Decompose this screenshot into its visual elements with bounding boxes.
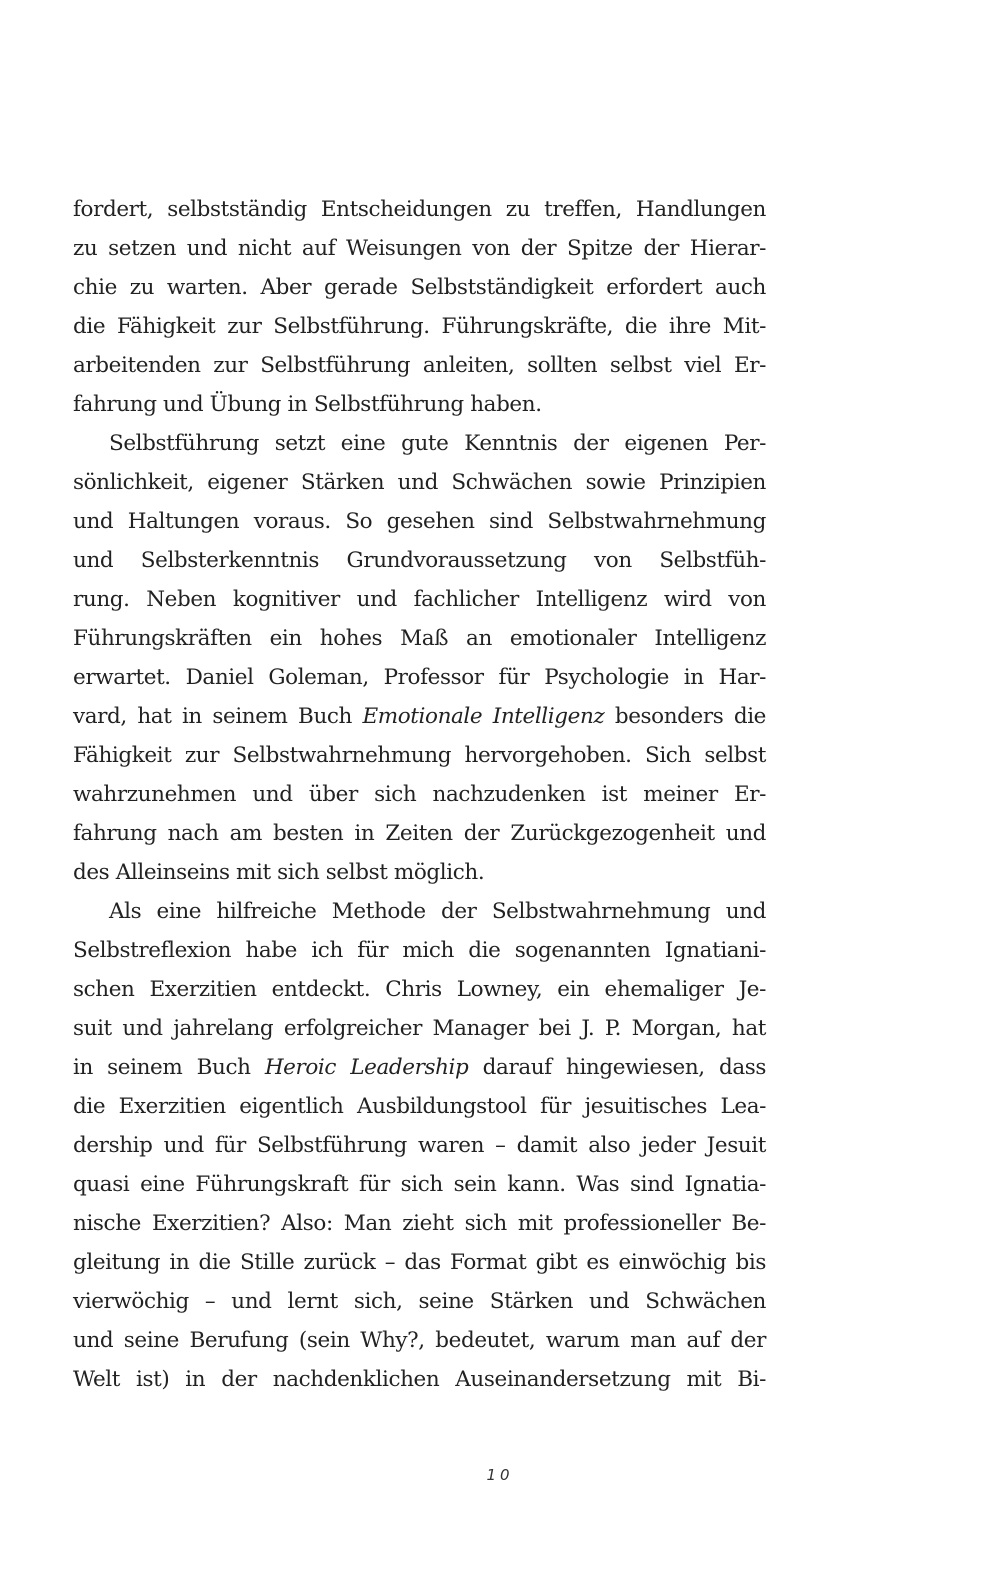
text-line xyxy=(73,892,766,931)
text-line xyxy=(73,1204,766,1243)
text-segment: sönlichkeit, eigener Stärken und Schwächen sowie Prinzipien xyxy=(73,470,766,495)
text-line xyxy=(73,1048,766,1087)
text-line xyxy=(73,190,766,229)
text-line xyxy=(73,1282,766,1321)
text-segment: quasi eine Führungskraft für sich sein kann. Was sind Ignatia- xyxy=(73,1172,766,1197)
text-segment: Selbstführung setzt eine gute Kenntnis der eigenen Per- xyxy=(109,431,766,456)
text-line xyxy=(73,502,766,541)
text-line xyxy=(73,1321,766,1360)
text-segment: Fähigkeit zur Selbstwahrnehmung hervorgehoben. Sich selbst xyxy=(73,743,766,768)
text-segment: Welt ist) in der nachdenklichen Auseinandersetzung mit Bi- xyxy=(73,1367,766,1392)
text-segment: arbeitenden zur Selbstführung anleiten, sollten selbst viel Er- xyxy=(73,353,766,378)
text-line xyxy=(73,1087,766,1126)
text-segment: wahrzunehmen und über sich nachzudenken ist meiner Er- xyxy=(73,782,766,807)
text-line xyxy=(73,229,766,268)
text-segment: und Selbsterkenntnis Grundvoraussetzung von Selbstfüh- xyxy=(73,548,766,573)
text-line xyxy=(73,541,766,580)
text-line xyxy=(73,463,766,502)
text-segment: vierwöchig – und lernt sich, seine Stärken und Schwächen xyxy=(73,1289,766,1314)
text-segment: besonders die xyxy=(604,704,766,729)
text-line xyxy=(73,307,766,346)
text-line xyxy=(73,775,766,814)
text-segment: darauf hingewiesen, dass xyxy=(468,1055,767,1080)
text-line xyxy=(73,619,766,658)
text-segment: die Fähigkeit zur Selbstführung. Führungskräfte, die ihre Mit- xyxy=(73,314,766,339)
book-title-italic: Emotionale Intelligenz xyxy=(362,704,605,729)
text-line xyxy=(73,970,766,1009)
text-segment: und Haltungen voraus. So gesehen sind Selbstwahrnehmung xyxy=(73,509,766,534)
text-segment: dership und für Selbstführung waren – damit also jeder Jesuit xyxy=(73,1133,766,1158)
text-line xyxy=(73,1165,766,1204)
text-line xyxy=(73,931,766,970)
text-line xyxy=(73,1360,766,1399)
text-line xyxy=(73,1009,766,1048)
text-segment: des Alleinseins mit sich selbst möglich. xyxy=(73,860,485,885)
text-line xyxy=(73,853,766,892)
text-segment: schen Exerzitien entdeckt. Chris Lowney, ein ehemaliger Je- xyxy=(73,977,766,1002)
text-segment: fahrung und Übung in Selbstführung haben. xyxy=(73,392,542,417)
text-line xyxy=(73,580,766,619)
text-line xyxy=(73,658,766,697)
text-segment: Als eine hilfreiche Methode der Selbstwahrnehmung und xyxy=(109,899,766,924)
text-line xyxy=(73,268,766,307)
text-segment: suit und jahrelang erfolgreicher Manager bei J. P. Morgan, hat xyxy=(73,1016,766,1041)
text-segment: erwartet. Daniel Goleman, Professor für Psychologie in Har- xyxy=(73,665,766,690)
text-line xyxy=(73,1243,766,1282)
text-segment: Selbstreflexion habe ich für mich die sogenannten Ignatiani- xyxy=(73,938,766,963)
text-segment: in seinem Buch xyxy=(73,1055,265,1080)
text-line xyxy=(73,814,766,853)
text-segment: die Exerzitien eigentlich Ausbildungstool für jesuitisches Lea- xyxy=(73,1094,766,1119)
text-segment: zu setzen und nicht auf Weisungen von der Spitze der Hierar- xyxy=(73,236,766,261)
body-text xyxy=(73,190,766,1399)
page-number: 10 xyxy=(486,1466,514,1484)
text-segment: fordert, selbstständig Entscheidungen zu treffen, Handlungen xyxy=(73,197,766,222)
text-segment: fahrung nach am besten in Zeiten der Zurückgezogenheit und xyxy=(73,821,766,846)
text-line xyxy=(73,424,766,463)
text-line xyxy=(73,385,766,424)
text-segment: rung. Neben kognitiver und fachlicher Intelligenz wird von xyxy=(73,587,766,612)
book-title-italic: Heroic Leadership xyxy=(264,1055,469,1080)
text-line xyxy=(73,736,766,775)
text-segment: gleitung in die Stille zurück – das Format gibt es einwöchig bis xyxy=(73,1250,766,1275)
text-segment: Führungskräften ein hohes Maß an emotionaler Intelligenz xyxy=(73,626,766,651)
text-segment: chie zu warten. Aber gerade Selbstständigkeit erfordert auch xyxy=(73,275,766,300)
text-line xyxy=(73,1126,766,1165)
text-segment: und seine Berufung (sein Why?, bedeutet, warum man auf der xyxy=(73,1328,766,1353)
text-segment: vard, hat in seinem Buch xyxy=(73,704,363,729)
text-segment: nische Exerzitien? Also: Man zieht sich mit professioneller Be- xyxy=(73,1211,766,1236)
text-line xyxy=(73,697,766,736)
text-line xyxy=(73,346,766,385)
